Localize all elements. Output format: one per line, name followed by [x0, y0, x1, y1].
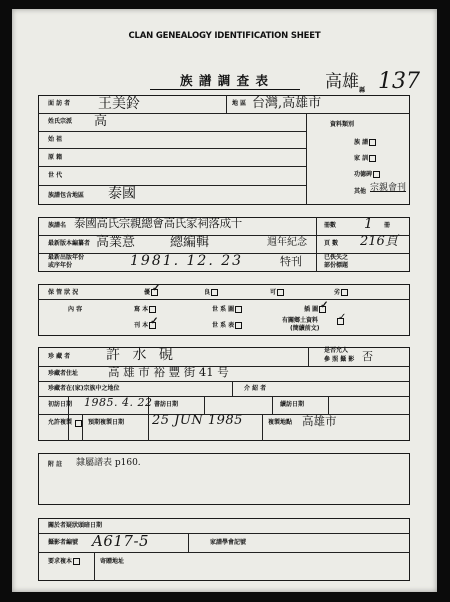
merit-label: 功德碑 — [354, 171, 373, 178]
volumes-unit: 冊 — [384, 222, 391, 229]
printed-label: 刊 本 — [134, 322, 149, 329]
ancestor-label: 始 祖 — [48, 136, 63, 143]
lineage-table-label: 世 系 表 — [212, 322, 235, 329]
introducer-label: 介 紹 者 — [244, 385, 267, 392]
genealogy-check — [354, 139, 376, 147]
compiler-label: 最新版本編纂者 — [48, 240, 91, 247]
missing-label-2: 部份標題 — [324, 262, 349, 269]
col-divider — [328, 396, 329, 414]
poor-checkbox[interactable] — [341, 289, 348, 296]
local-material-checkbox[interactable]: ✓ — [338, 312, 347, 323]
region-handwritten: 高雄 — [325, 72, 359, 92]
col-divider — [148, 414, 149, 441]
col-divider — [316, 217, 317, 272]
col-divider — [308, 347, 309, 366]
copy-place-label: 複製地點 — [268, 419, 293, 426]
col-divider — [226, 95, 227, 113]
interviewee-value: 王美鈴 — [98, 96, 140, 112]
handwritten-checkbox[interactable] — [149, 306, 156, 313]
col-divider — [262, 414, 263, 441]
fair-checkbox[interactable] — [277, 289, 284, 296]
revisit-label: 續訪日期 — [280, 401, 305, 408]
region-value: 台灣,高雄市 — [252, 96, 322, 111]
lineage-table-check — [212, 322, 242, 330]
date-label-2: 或序年份 — [48, 262, 73, 269]
fair-label: 可 — [270, 289, 277, 296]
row-divider — [38, 148, 306, 149]
local-material-label: 有關鄉土資料 — [282, 317, 319, 324]
col-divider — [94, 552, 95, 581]
first-visit-label: 初訪日期 — [48, 401, 73, 408]
compiler-note: 週年紀念 — [267, 237, 307, 248]
col-divider — [272, 396, 273, 414]
film-number-value: A617-5 — [92, 532, 150, 550]
first-visit-value: 1985. 4. 22 — [84, 396, 153, 409]
col-divider — [306, 113, 307, 205]
holder-value: 許 水 硯 — [106, 347, 177, 363]
fair-check — [270, 289, 284, 297]
request-copy-checkbox[interactable] — [73, 558, 80, 565]
volumes-label: 冊數 — [324, 222, 337, 229]
compiler-value: 高業意 — [96, 235, 136, 250]
excellent-check — [144, 283, 161, 297]
date-label: 最新出版年份 — [48, 254, 85, 261]
request-copy-label: 要求複本 — [48, 558, 73, 565]
handwritten-check — [134, 306, 156, 314]
genealogy-sheet — [12, 9, 437, 592]
title-label: 族譜名 — [48, 222, 67, 229]
letter-visit-label: 書訪日期 — [154, 401, 179, 408]
missing-label: 已佚失之 — [324, 254, 349, 261]
compiler-role: 總編輯 — [170, 235, 210, 250]
handwritten-label: 寫 本 — [134, 306, 149, 313]
planned-date-label: 預期複製日期 — [88, 419, 125, 426]
allow-label-2: 參 照 攝 影 — [324, 356, 355, 363]
other-label: 其他 — [354, 188, 367, 195]
row-divider — [38, 166, 306, 167]
family-instruction-checkbox[interactable] — [369, 155, 376, 162]
note-value: 隸屬譜表 p160. — [76, 458, 141, 468]
excellent-label: 優 — [144, 289, 151, 296]
address-value: 高 雄 市 裕 豐 街 41 号 — [108, 365, 229, 379]
county-prefix: 縣 — [359, 87, 366, 94]
title-underline — [150, 89, 300, 90]
surname-value: 高 — [94, 114, 108, 129]
permit-copy-checkbox[interactable] — [75, 420, 82, 427]
volumes-value: 1 — [364, 216, 373, 232]
request-copy-check — [48, 558, 80, 566]
social-status-label: 珍藏者在(家)宗族中之地位 — [48, 385, 120, 392]
merit-check — [354, 171, 380, 179]
row-divider — [38, 299, 410, 300]
row-divider — [38, 131, 306, 132]
residence-label: 族譜包含地區 — [48, 192, 85, 199]
planned-date-value: 25 JUN 1985 — [152, 413, 243, 428]
holder-label: 珍 藏 者 — [48, 353, 71, 360]
material-type-label: 資料類別 — [330, 121, 355, 128]
date-note: 特刊 — [280, 255, 302, 268]
surname-label: 姓氏宗派 — [48, 118, 73, 125]
printed-check — [134, 316, 159, 330]
film-number-label: 攝影者編號 — [48, 539, 79, 546]
note-label: 附 註 — [48, 461, 63, 468]
lineage-chart-label: 世 系 圖 — [212, 306, 235, 313]
col-divider — [204, 396, 205, 414]
lineage-chart-check — [212, 306, 242, 314]
origin-label: 原 籍 — [48, 154, 63, 161]
copy-place-value: 高雄市 — [302, 414, 337, 428]
date-value: 1981. 12. 23 — [130, 253, 244, 269]
genealogy-checkbox[interactable] — [369, 139, 376, 146]
unclear-date-label: 關於者疑狀頭暗日期 — [48, 522, 103, 529]
col-divider — [232, 381, 233, 396]
mail-address-label: 寄贈地址 — [100, 558, 125, 565]
genealogy-label: 族 譜 — [354, 139, 369, 146]
family-instruction-label: 家 訓 — [354, 155, 369, 162]
pages-label: 頁 數 — [324, 240, 339, 247]
other-value: 宗親會刊 — [370, 183, 407, 193]
family-instruction-check — [354, 155, 376, 163]
lineage-chart-checkbox[interactable] — [235, 306, 242, 313]
generation-label: 世 代 — [48, 172, 63, 179]
good-check — [204, 289, 218, 297]
poor-check — [334, 289, 348, 297]
good-label: 良 — [204, 289, 211, 296]
col-divider — [188, 533, 189, 552]
merit-checkbox[interactable] — [373, 171, 380, 178]
row-divider — [38, 235, 410, 236]
sheet-number: 137 — [378, 69, 420, 94]
illustrations-check — [304, 300, 329, 314]
printed-checkbox[interactable]: ✓ — [150, 316, 159, 327]
illustrations-checkbox[interactable]: ✓ — [320, 300, 329, 311]
row-divider — [38, 381, 410, 382]
illustrations-label: 插 圖 — [304, 306, 319, 313]
good-checkbox[interactable] — [211, 289, 218, 296]
allow-value: 否 — [362, 350, 373, 363]
residence-value: 泰國 — [108, 186, 136, 202]
content-label: 內 容 — [68, 306, 83, 313]
permit-copy-label: 允許複製 — [48, 419, 73, 426]
interviewee-label: 面 訪 者 — [48, 100, 71, 107]
address-label: 珍藏者住址 — [48, 370, 79, 377]
pages-value: 216頁 — [360, 234, 398, 249]
region-label: 地 區 — [232, 100, 247, 107]
archive-code-label: 家譜學會記號 — [210, 539, 247, 546]
excellent-checkbox[interactable]: ✓ — [152, 283, 161, 294]
row-divider — [38, 185, 306, 186]
lineage-table-checkbox[interactable] — [235, 322, 242, 329]
poor-label: 劣 — [334, 289, 341, 296]
english-title: CLAN GENEALOGY IDENTIFICATION SHEET — [128, 31, 321, 41]
chinese-title: 族 譜 調 查 表 — [180, 73, 269, 88]
allow-label: 是否允人 — [324, 347, 349, 354]
local-material-note: (簡續前文) — [290, 325, 320, 332]
title-value: 泰國高氏宗親總會高氏家祠落成十 — [74, 216, 242, 230]
condition-label: 保 管 狀 況 — [48, 289, 79, 296]
col-divider — [82, 414, 83, 441]
